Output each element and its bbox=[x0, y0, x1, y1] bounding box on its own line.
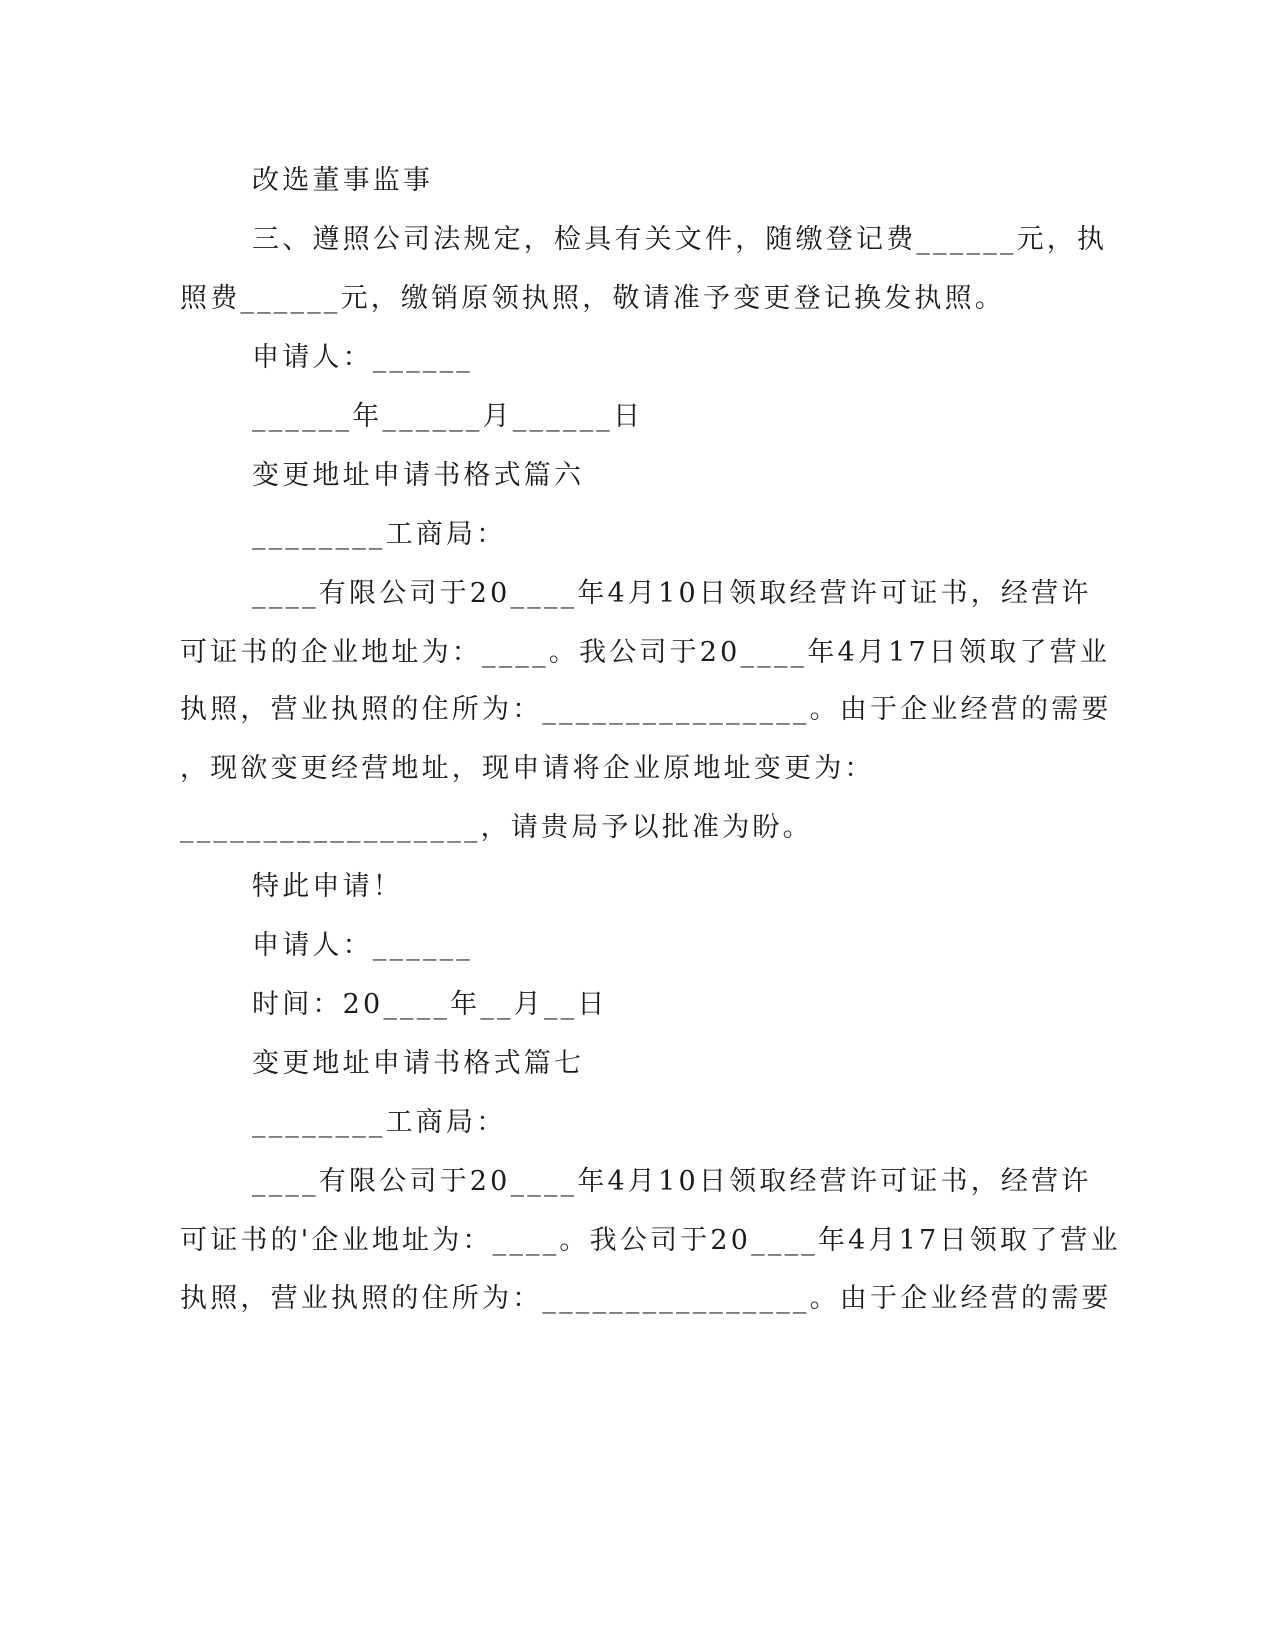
text-line: 可证书的企业地址为：____。我公司于20____年4月17日领取了营业 bbox=[180, 637, 1111, 668]
text-line: 申请人：______ bbox=[252, 342, 473, 373]
text-line: 时间：20____年__月__日 bbox=[252, 989, 608, 1020]
section-heading: 变更地址申请书格式篇六 bbox=[252, 460, 585, 491]
text-line: ，现欲变更经营地址，现申请将企业原地址变更为： bbox=[180, 753, 875, 784]
text-line: 改选董事监事 bbox=[252, 165, 434, 196]
section-heading: 变更地址申请书格式篇七 bbox=[252, 1048, 585, 1079]
text-line: 申请人：______ bbox=[252, 930, 473, 961]
text-line: ____有限公司于20____年4月10日领取经营许可证书，经营许 bbox=[252, 578, 1092, 609]
text-line: ________工商局： bbox=[252, 519, 507, 550]
text-line: __________________，请贵局予以批准为盼。 bbox=[180, 812, 813, 843]
text-line: ______年______月______日 bbox=[252, 401, 644, 432]
text-line: 可证书的'企业地址为：____。我公司于20____年4月17日领取了营业 bbox=[180, 1225, 1121, 1256]
text-line: 执照，营业执照的住所为：________________。由于企业经营的需要 bbox=[180, 1283, 1112, 1314]
text-line: 特此申请！ bbox=[252, 871, 403, 902]
text-line: ____有限公司于20____年4月10日领取经营许可证书，经营许 bbox=[252, 1166, 1092, 1197]
text-line: ________工商局： bbox=[252, 1107, 507, 1138]
text-line: 执照，营业执照的住所为：________________。由于企业经营的需要 bbox=[180, 694, 1112, 725]
text-line: 三、遵照公司法规定，检具有关文件，随缴登记费______元，执 bbox=[252, 224, 1108, 255]
text-line: 照费______元，缴销原领执照，敬请准予变更登记换发执照。 bbox=[180, 283, 1005, 314]
